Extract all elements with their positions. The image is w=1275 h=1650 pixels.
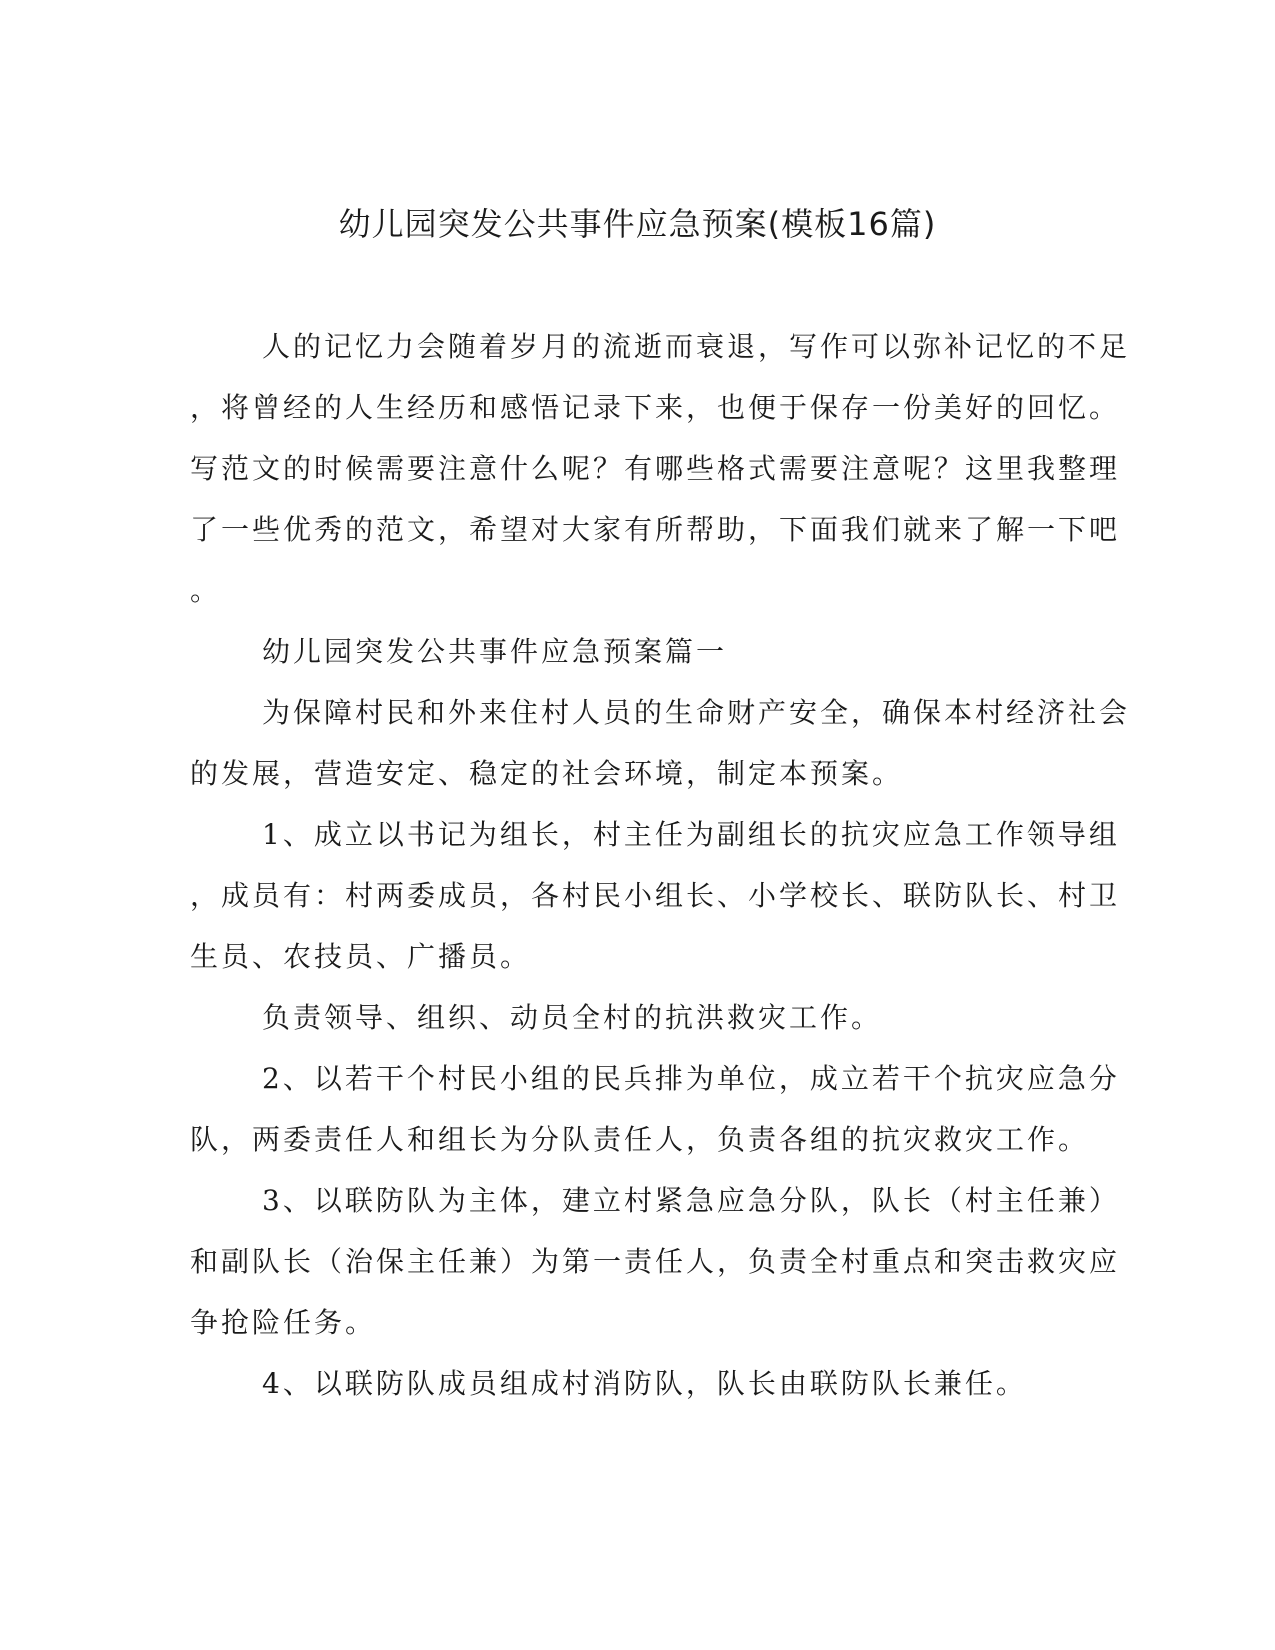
paragraph-line: 1、成立以书记为组长，村主任为副组长的抗灾应急工作领导组 (262, 818, 1120, 851)
paragraph-line: 人的记忆力会随着岁月的流逝而衰退，写作可以弥补记忆的不足 (262, 330, 1131, 363)
paragraph-line: 的发展，营造安定、稳定的社会环境，制定本预案。 (190, 757, 904, 790)
paragraph-line: 。 (190, 574, 222, 607)
paragraph-line: ，将曾经的人生经历和感悟记录下来，也便于保存一份美好的回忆。 (190, 391, 1121, 424)
document-title: 幼儿园突发公共事件应急预案(模板16篇) (338, 205, 937, 243)
paragraph-line: 队，两委责任人和组长为分队责任人，负责各组的抗灾救灾工作。 (190, 1123, 1090, 1156)
paragraph-line: 生员、农技员、广播员。 (190, 940, 532, 973)
paragraph-line: 争抢险任务。 (190, 1306, 377, 1339)
paragraph-line: 4、以联防队成员组成村消防队，队长由联防队长兼任。 (262, 1367, 1027, 1400)
paragraph-line: 2、以若干个村民小组的民兵排为单位，成立若干个抗灾应急分 (262, 1062, 1120, 1095)
paragraph-line: ，成员有：村两委成员，各村民小组长、小学校长、联防队长、村卫 (190, 879, 1121, 912)
paragraph-line: 3、以联防队为主体，建立村紧急应急分队，队长（村主任兼） (262, 1184, 1120, 1217)
paragraph-line: 为保障村民和外来住村人员的生命财产安全，确保本村经济社会 (262, 696, 1131, 729)
paragraph-line: 和副队长（治保主任兼）为第一责任人，负责全村重点和突击救灾应 (190, 1245, 1121, 1278)
paragraph-line: 了一些优秀的范文，希望对大家有所帮助，下面我们就来了解一下吧 (190, 513, 1121, 546)
paragraph-line: 写范文的时候需要注意什么呢？有哪些格式需要注意呢？这里我整理 (190, 452, 1121, 485)
document-body (190, 316, 1131, 1414)
paragraph-line: 负责领导、组织、动员全村的抗洪救灾工作。 (262, 1001, 883, 1034)
section-heading: 幼儿园突发公共事件应急预案篇一 (262, 635, 728, 668)
